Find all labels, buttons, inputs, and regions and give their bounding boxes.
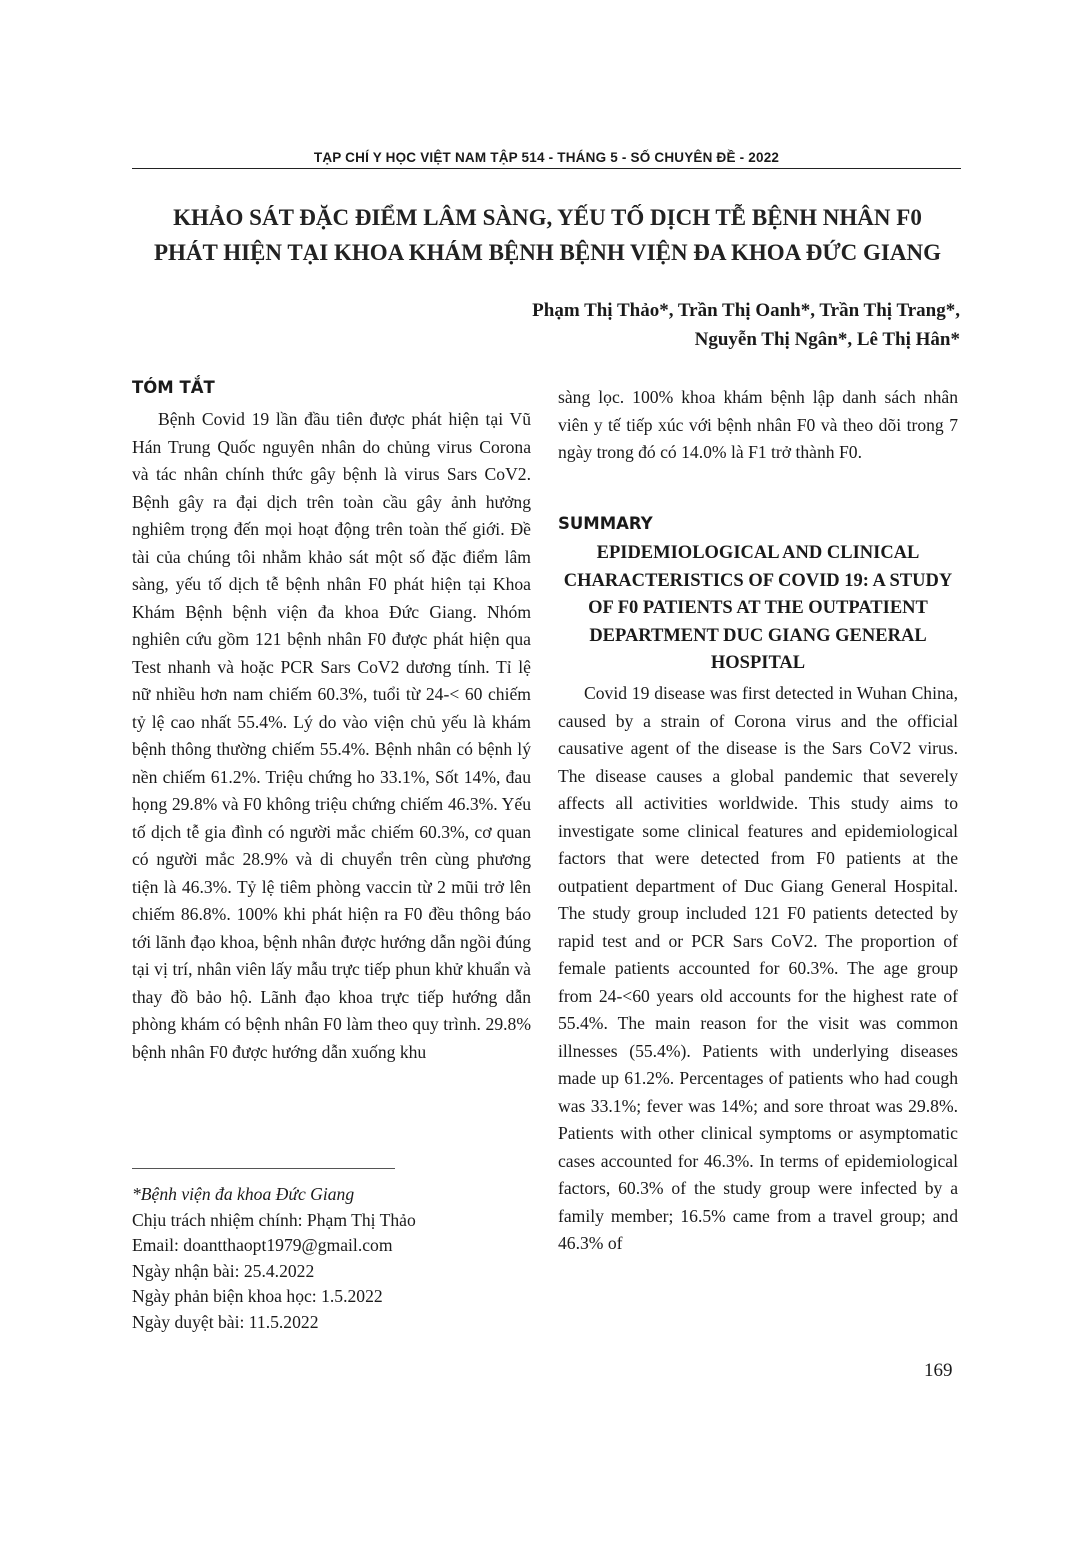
summary-title: EPIDEMIOLOGICAL AND CLINICAL CHARACTERISTICS OF COVID 19: A STUDY OF F0 PATIENTS AT THE OUTPATIENT DEPARTMENT DUC GIANG GENERAL HOSPITAL	[563, 543, 953, 673]
footnote-responsible: Chịu trách nhiệm chính: Phạm Thị Thảo	[132, 1209, 416, 1230]
journal-header: TẠP CHÍ Y HỌC VIỆT NAM TẬP 514 - THÁNG 5 - SỐ CHUYÊN ĐỀ - 2022	[313, 150, 780, 165]
title-line-2: PHÁT HIỆN TẠI KHOA KHÁM BỆNH BỆNH VIỆN ĐA KHOA ĐỨC GIANG	[153, 240, 941, 265]
footnote-accepted: Ngày duyệt bài: 11.5.2022	[132, 1311, 319, 1332]
summary-text: Covid 19 disease was first detected in Wuhan China, caused by a strain of Corona virus and the official causative agent of the disease is the Sars CoV2 virus. The disease causes a global pandemic that severely affects all activities worldwide. This study aims to investigate some clinical features and epidemiological factors that were detected from F0 patients at the outpatient department of Duc Giang General Hospital. The study group included 121 F0 patients detected by rapid test and or PCR Sars CoV2. The proportion of female patients accounted for 60.3%. The age group from 24-<60 years old accounts for the highest rate of 55.4%. The main reason for the visit was common illnesses (55.4%). Patients with underlying diseases made up 61.2%. Percentages of patients who had cough was 33.1%; fever was 14%; and sore throat was 29.8%. Patients with other clinical symptoms or asymptomatic cases accounted for 46.3%. In terms of epidemiological factors, 60.3% of the study group were infected by a family member; 16.5% came from a travel group; and 46.3% of	[558, 683, 958, 1253]
footnote-divider	[132, 1168, 395, 1169]
author-list	[532, 296, 960, 354]
abstract-vi-column	[132, 406, 531, 1066]
summary-column	[558, 680, 958, 1258]
footnote-email: Email: doantthaopt1979@gmail.com	[132, 1235, 393, 1255]
page-number: 169	[924, 1360, 953, 1381]
footnote-affiliation: *Bệnh viện đa khoa Đức Giang	[132, 1184, 355, 1204]
title-line-1: KHẢO SÁT ĐẶC ĐIỂM LÂM SÀNG, YẾU TỐ DỊCH TỄ BỆNH NHÂN F0	[173, 205, 922, 230]
abstract-vi-continuation-column	[558, 384, 958, 467]
abstract-vi-text: Bệnh Covid 19 lần đầu tiên được phát hiện tại Vũ Hán Trung Quốc nguyên nhân do chủng virus Corona và tác nhân chính thức gây bệnh là virus Sars CoV2. Bệnh gây ra đại dịch trên toàn cầu gây ảnh hưởng nghiêm trọng đến mọi hoạt động trên toàn thế giới. Đề tài của chúng tôi nhằm khảo sát một số đặc điểm lâm sàng, yếu tố dịch tễ bệnh nhân F0 phát hiện tại Khoa Khám Bệnh bệnh viện đa khoa Đức Giang. Nhóm nghiên cứu gồm 121 bệnh nhân F0 được phát hiện qua Test nhanh và hoặc PCR Sars CoV2 dương tính. Tỉ lệ nữ nhiều hơn nam chiếm 60.3%, tuổi từ 24-< 60 chiếm tỷ lệ cao nhất 55.4%. Lý do vào viện chủ yếu là khám bệnh thông thường chiếm 55.4%. Bệnh nhân có bệnh lý nền chiếm 61.2%. Triệu chứng ho 33.1%, Sốt 14%, đau họng 29.8% và F0 không triệu chứng chiếm 46.3%. Yếu tố dịch tễ gia đình có người mắc chiếm 60.3%, cơ quan có người mắc 28.9% và di chuyển trên cùng phương tiện là 46.3%. Tỷ lệ tiêm phòng vaccin từ 2 mũi trở lên chiếm 86.8%. 100% khi phát hiện ra F0 đều thông báo tới lãnh đạo khoa, bệnh nhân được hướng dẫn ngồi đúng tại vị trí, nhân viên lấy mẫu trực tiếp phun khử khuẩn và thay đồ bảo hộ. Lãnh đạo khoa trực tiếp hướng dẫn phòng khám có bệnh nhân F0 làm theo quy trình. 29.8% bệnh nhân F0 được hướng dẫn xuống khu	[132, 409, 531, 1062]
authors-line-1: Phạm Thị Thảo*, Trần Thị Oanh*, Trần Thị Trang*,	[532, 300, 960, 321]
authors-line-2: Nguyễn Thị Ngân*, Lê Thị Hân*	[694, 329, 960, 350]
abstract-vi-heading: TÓM TẮT	[132, 378, 215, 397]
footnote-received: Ngày nhận bài: 25.4.2022	[132, 1260, 315, 1281]
abstract-vi-continuation: sàng lọc. 100% khoa khám bệnh lập danh sách nhân viên y tế tiếp xúc với bệnh nhân F0 và theo dõi trong 7 ngày trong đó có 14.0% là F1 trở thành F0.	[558, 387, 958, 462]
article-title	[110, 200, 985, 270]
header-divider	[132, 168, 961, 169]
footnotes	[132, 1182, 532, 1335]
footnote-reviewed: Ngày phản biện khoa học: 1.5.2022	[132, 1286, 383, 1306]
summary-heading: SUMMARY	[558, 514, 653, 533]
